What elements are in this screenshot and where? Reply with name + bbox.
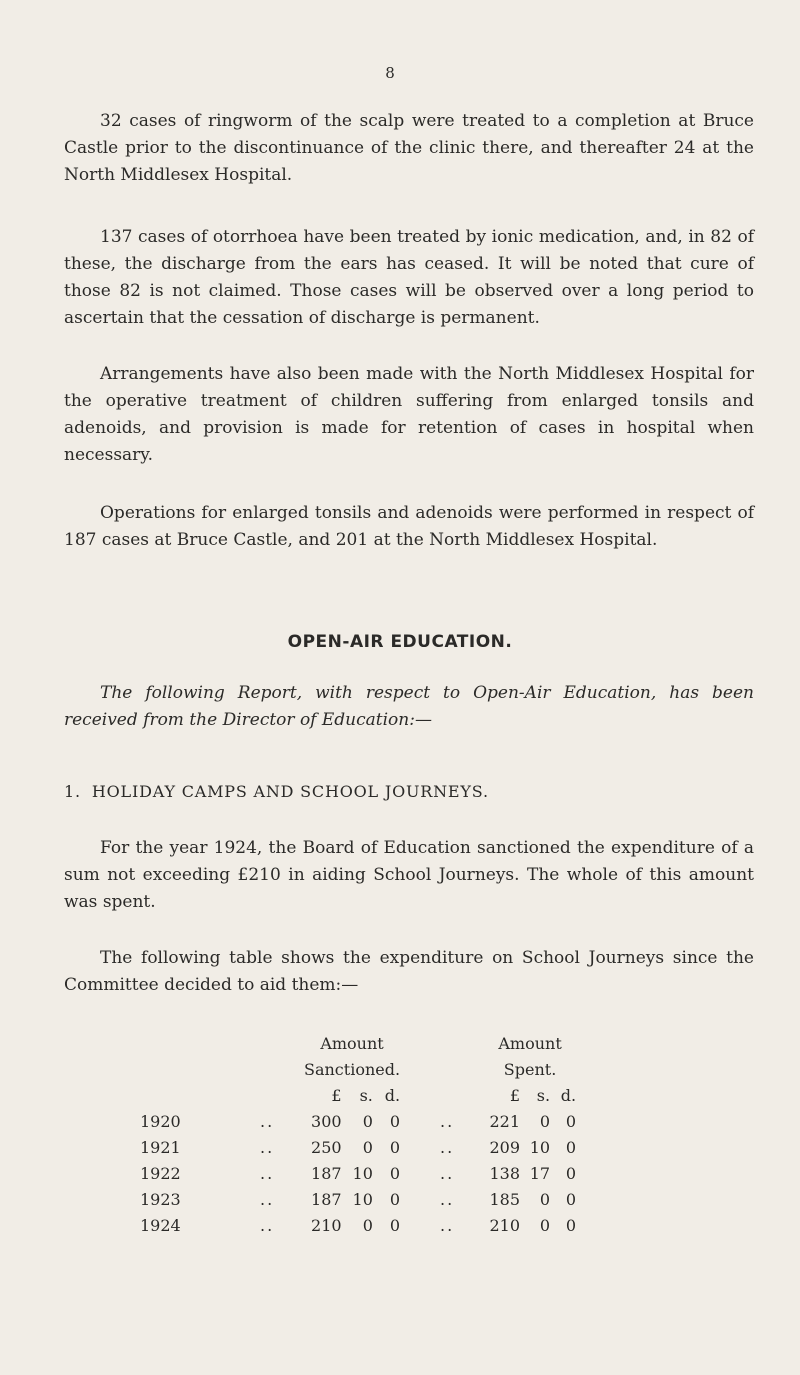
spent-pounds: 221: [489, 1111, 521, 1131]
leader-dots: ..: [260, 1163, 275, 1183]
paragraph-ringworm: 32 cases of ringworm of the scalp were treated to a completion at Bruce Castle prior to the discontinuance of the clinic there, and thereafter 24 at the North Middlesex Hospital.: [64, 111, 754, 185]
spent-pence: 0: [565, 1215, 577, 1235]
spent-shillings: 0: [539, 1111, 551, 1131]
leader-dots: ..: [440, 1163, 455, 1183]
unit-pounds: £: [331, 1085, 342, 1105]
subsection-number: 1.: [64, 782, 81, 801]
spent-pounds: 138: [489, 1163, 521, 1183]
year-cell: 1921: [140, 1137, 181, 1157]
table-row: [140, 1160, 576, 1186]
table-row: [140, 1212, 576, 1238]
table-header-row-1: [140, 1030, 576, 1056]
spent-shillings: 17: [529, 1163, 551, 1183]
table-row: [140, 1134, 576, 1160]
sanctioned-shillings: 0: [362, 1215, 373, 1235]
sanctioned-pounds: 300: [311, 1111, 342, 1131]
sanctioned-header-line1: Amount: [320, 1033, 384, 1053]
leader-dots: ..: [260, 1137, 275, 1157]
section-heading: OPEN-AIR EDUCATION.: [287, 632, 513, 652]
subsection-text: HOLIDAY CAMPS AND SCHOOL JOURNEYS.: [91, 782, 489, 801]
sanctioned-pounds: 210: [311, 1215, 342, 1235]
spent-pounds: 185: [489, 1189, 521, 1209]
report-intro: The following Report, with respect to Open-Air Education, has been received from the Director of Education:—: [64, 683, 754, 730]
sanctioned-pounds: 187: [311, 1163, 342, 1183]
sanctioned-shillings: 10: [352, 1189, 373, 1209]
year-cell: 1923: [140, 1189, 181, 1209]
spent-shillings: 10: [529, 1137, 551, 1157]
spent-pounds: 210: [489, 1215, 521, 1235]
spent-header-line2: Spent.: [503, 1059, 557, 1079]
subsection-title: [64, 782, 754, 801]
paragraph-arrangements: Arrangements have also been made with the North Middlesex Hospital for the operative treatment of children suffering from enlarged tonsils and adenoids, and provision is made for retention of cases in hospital when necessary.: [64, 364, 754, 465]
sanctioned-pounds: 187: [311, 1189, 342, 1209]
paragraph-otorrhoea: 137 cases of otorrhoea have been treated by ionic medication, and, in 82 of these, the discharge from the ears has ceased. It will be noted that cure of those 82 is not claimed. Those cases will be observed over a long period to ascertain that the cessation of discharge is permanent.: [64, 227, 754, 328]
sanctioned-shillings: 10: [352, 1163, 373, 1183]
page-number: 8: [385, 64, 395, 82]
table-units-row: [140, 1082, 576, 1108]
unit-pence: d.: [384, 1085, 401, 1105]
table-header-row-2: [140, 1056, 576, 1082]
leader-dots: ..: [440, 1189, 455, 1209]
table-row: [140, 1186, 576, 1212]
year-cell: 1920: [140, 1111, 181, 1131]
spent-pence: 0: [565, 1111, 577, 1131]
expenditure-table: [140, 1030, 576, 1238]
paragraph-table-intro: The following table shows the expenditure on School Journeys since the Committee decided to aid them:—: [64, 948, 754, 995]
sanctioned-pounds: 250: [311, 1137, 342, 1157]
spent-pounds: 209: [489, 1137, 521, 1157]
leader-dots: ..: [260, 1215, 275, 1235]
unit-shillings: s.: [359, 1085, 373, 1105]
spent-shillings: 0: [539, 1215, 551, 1235]
sanctioned-pence: 0: [389, 1111, 401, 1131]
year-cell: 1922: [140, 1163, 181, 1183]
sanctioned-shillings: 0: [362, 1137, 373, 1157]
leader-dots: ..: [260, 1189, 275, 1209]
sanctioned-pence: 0: [389, 1189, 401, 1209]
spent-pence: 0: [565, 1163, 577, 1183]
sanctioned-pence: 0: [389, 1163, 401, 1183]
sanctioned-shillings: 0: [362, 1111, 373, 1131]
spent-pence: 0: [565, 1137, 577, 1157]
unit-pounds: £: [509, 1085, 521, 1105]
spent-shillings: 0: [539, 1189, 551, 1209]
year-cell: 1924: [140, 1215, 181, 1235]
unit-shillings: s.: [536, 1085, 551, 1105]
spent-header-line1: Amount: [498, 1033, 562, 1053]
sanctioned-pence: 0: [389, 1215, 401, 1235]
leader-dots: ..: [440, 1137, 455, 1157]
table-row: [140, 1108, 576, 1134]
sanctioned-pence: 0: [389, 1137, 401, 1157]
leader-dots: ..: [440, 1215, 455, 1235]
sanctioned-header-line2: Sanctioned.: [304, 1059, 401, 1079]
leader-dots: ..: [440, 1111, 455, 1131]
leader-dots: ..: [260, 1111, 275, 1131]
spent-pence: 0: [565, 1189, 577, 1209]
unit-pence: d.: [560, 1085, 577, 1105]
paragraph-expenditure: For the year 1924, the Board of Education sanctioned the expenditure of a sum not exceeding £210 in aiding School Journeys. The whole of this amount was spent.: [64, 838, 754, 912]
paragraph-operations: Operations for enlarged tonsils and adenoids were performed in respect of 187 cases at Bruce Castle, and 201 at the North Middlesex Hospital.: [64, 503, 754, 550]
